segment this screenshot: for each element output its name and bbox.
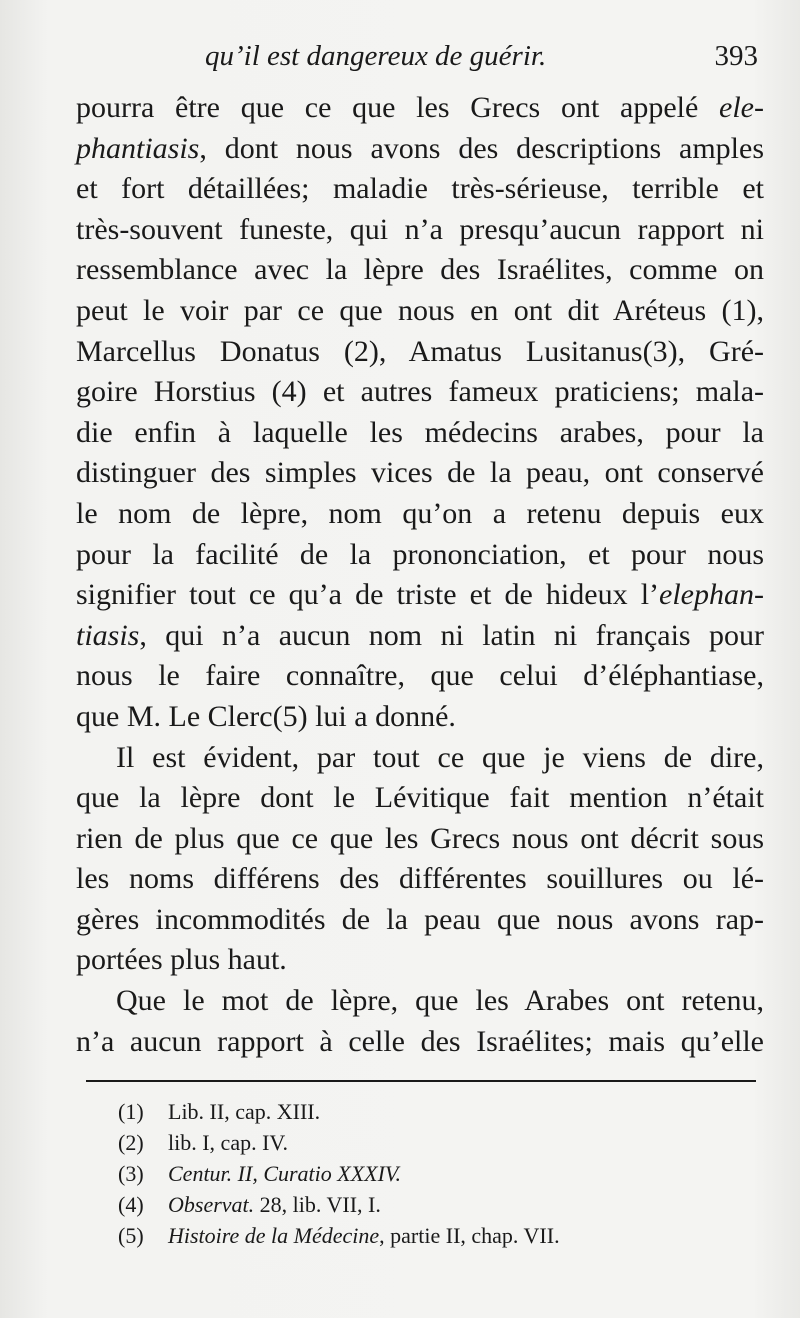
text-line: tiasis, qui n’a aucun nom ni latin ni français pour (76, 618, 764, 652)
text-line: que M. Le Clerc(5) lui a donné. (76, 699, 456, 733)
text-line: Il est évident, par tout ce que je viens de dire, (116, 740, 764, 774)
text-line: nous le faire connaître, que celui d’éléphantiase, (76, 659, 764, 693)
paragraph-3 (76, 981, 764, 1062)
footnote-rule (86, 1080, 756, 1082)
paragraph-2 (76, 738, 764, 982)
footnote-5: (5) Histoire de la Médecine, partie II, chap. VII. (118, 1223, 560, 1248)
text-line: phantiasis, dont nous avons des descriptions amples (76, 131, 764, 165)
text-line: signifier tout ce qu’a de triste et de hideux l’elephan- (76, 578, 764, 612)
text-line: le nom de lèpre, nom qu’on a retenu depuis eux (76, 496, 764, 530)
text-line: n’a aucun rapport à celle des Israélites; mais qu’elle (76, 1024, 764, 1058)
text-line: ressemblance avec la lèpre des Israélites, comme on (76, 253, 764, 287)
footnote-2: (2) lib. I, cap. IV. (118, 1130, 288, 1155)
text-line: pour la facilité de la prononciation, et pour nous (76, 537, 764, 571)
page-header (205, 40, 758, 80)
text-line: rien de plus que ce que les Grecs nous ont décrit sous (76, 821, 764, 855)
running-title: qu’il est dangereux de guérir. (205, 40, 547, 72)
text-line: distinguer des simples vices de la peau, ont conservé (76, 456, 764, 490)
text-line: pourra être que ce que les Grecs ont appelé ele- (76, 91, 764, 124)
text-line: Marcellus Donatus (2), Amatus Lusitanus(3), Gré- (76, 334, 764, 368)
text-line: et fort détaillées; maladie très-sérieuse, terrible et (76, 172, 764, 206)
text-line: gères incommodités de la peau que nous avons rap- (76, 902, 764, 936)
text-line: très-souvent funeste, qui n’a presqu’aucun rapport ni (76, 212, 764, 246)
text-line: que la lèpre dont le Lévitique fait mention n’était (76, 781, 764, 815)
text-line: die enfin à laquelle les médecins arabes, pour la (76, 415, 764, 449)
footnote-3: (3) Centur. II, Curatio XXXIV. (118, 1161, 402, 1186)
footnote-4: (4) Observat. 28, lib. VII, I. (118, 1192, 381, 1217)
footnotes (118, 1096, 738, 1251)
paragraph-1 (76, 88, 764, 738)
text-line: portées plus haut. (76, 943, 287, 977)
text-line: Que le mot de lèpre, que les Arabes ont retenu, (116, 984, 764, 1018)
text-line: les noms différens des différentes souillures ou lé- (76, 862, 764, 896)
text-line: peut le voir par ce que nous en ont dit Aréteus (1), (76, 293, 764, 327)
footnote-1: (1) Lib. II, cap. XIII. (118, 1099, 321, 1124)
page-number: 393 (714, 40, 758, 72)
text-line: goire Horstius (4) et autres fameux praticiens; mala- (76, 375, 764, 409)
body-text (76, 88, 764, 1062)
